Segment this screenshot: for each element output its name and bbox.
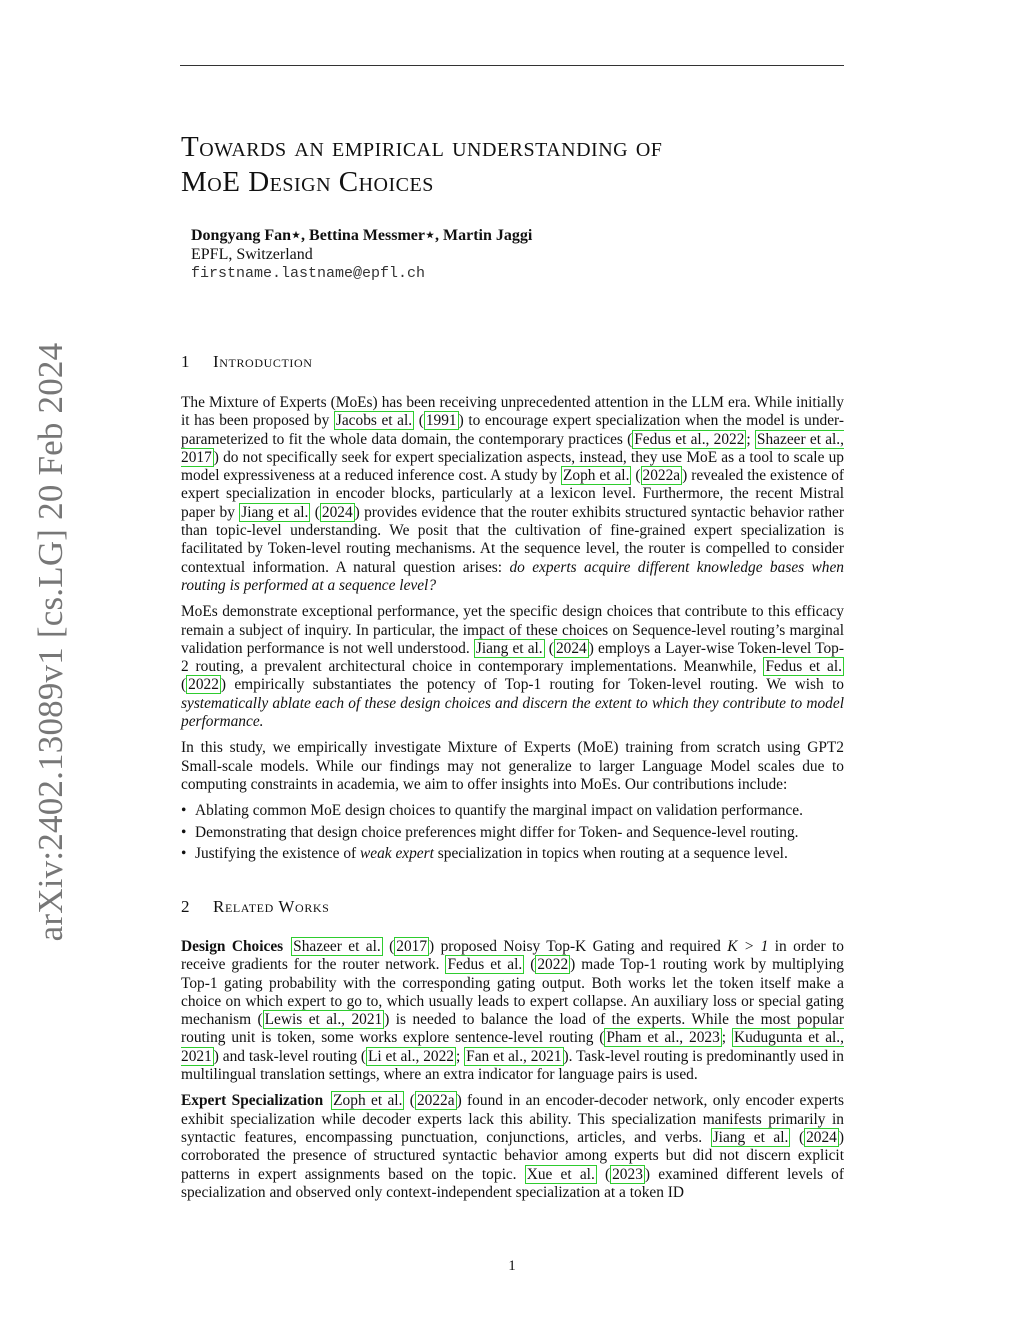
paragraph-heading: Design Choices [181,938,284,955]
citation-link[interactable]: Xue et al. [526,1165,595,1183]
citation-link[interactable]: Jiang et al. [475,639,543,657]
author-email: firstname.lastname@epfl.ch [191,265,426,282]
list-item: • Justifying the existence of weak expert specialization in topics when routing at a sequence level. [181,845,844,863]
page-number: 1 [508,1258,516,1274]
contributions-list [181,802,844,863]
introduction-body [181,394,844,866]
section-title: Related Works [213,897,330,916]
math-expression: K > 1 [727,938,769,955]
emphasis: do experts acquire different knowledge bases when routing is performed at a sequence level? [181,558,844,594]
section-heading-introduction [181,352,313,372]
section-number: 2 [181,897,191,916]
citation-link[interactable]: Kudugunta et al., 2021 [181,1029,845,1065]
author-affiliation: EPFL, Switzerland [191,246,313,263]
citation-link[interactable]: Jacobs et al. [335,412,413,430]
citation-link[interactable]: Zoph et al. [563,467,630,485]
citation-link[interactable]: Fedus et al., 2022 [634,430,745,448]
citation-link[interactable]: Shazeer et al. [293,938,381,955]
citation-link[interactable]: Pham et al., 2023 [606,1029,720,1047]
citation-link[interactable]: Fedus et al. [765,658,842,676]
author-names: Dongyang Fan⋆, Bettina Messmer⋆, Martin Jaggi [191,227,533,244]
related-works-body [181,938,844,1210]
paragraph-expert-specialization: Expert Specialization Zoph et al. ( 2022a ) found in an encoder-decoder network, only encoder experts exhibit specialization while decoder experts lack this ability. This specialization manifests primarily in syntactic features, encompassing punctuation, conjunctions, articles, and verbs. Jiang et al. ( 2024 ) corroborated the presence of structured syntactic behavior among experts but did not discern explicit patterns in expert assignments based on the topic. Xue et al. ( 2023 ) examined different levels of specialization and observed only context-independent specialization at a token ID [181,1092,844,1201]
citation-link[interactable]: Li et al., 2022 [368,1047,454,1065]
list-item: • Demonstrating that design choice preferences might differ for Token- and Sequence-level routing. [181,824,844,842]
citation-link[interactable]: Lewis et al., 2021 [264,1011,383,1029]
citation-link[interactable]: Zoph et al. [333,1092,403,1110]
citation-link[interactable]: 2024 [806,1128,837,1146]
section-heading-related-works [181,897,329,917]
citation-link[interactable]: 2022 [537,956,569,974]
citation-link[interactable]: 2024 [321,503,353,521]
title-line-1: Towards an empirical understanding of [181,131,663,163]
citation-link[interactable]: 2022 [188,676,219,694]
citation-link[interactable]: 2017 [396,938,428,955]
citation-link[interactable]: Fan et al., 2021 [466,1047,562,1065]
paragraph-heading: Expert Specialization [181,1092,324,1110]
paragraph: MoEs demonstrate exceptional performance, yet the specific design choices that contribute to this efficacy remain a subject of inquiry. In particular, the impact of these choices on Sequence-level routing’s marginal validation performance is not well understood. Jiang et al. ( 2024 ) employs a Layer-wise Token-level Top-2 routing, a prevalent architectural choice in contemporary implementations. Meanwhile, Fedus et al. ( 2022 ) empirically substantiates the potency of Top-1 routing for Token-level routing. We wish to systematically ablate each of these design choices and discern the extent to which they contribute to model performance. [181,603,845,731]
citation-link[interactable]: 2022a [416,1092,455,1110]
section-title: Introduction [213,352,313,371]
top-rule [180,65,844,66]
author-block [191,226,532,283]
citation-link[interactable]: Shazeer et al., 2017 [181,430,844,466]
paragraph: In this study, we empirically investigate Mixture of Experts (MoE) training from scratch using GPT2 Small-scale models. While our findings may not generalize to larger Language Model scales due to computing constraints in academia, we aim to offer insights into MoEs. Our contributions include: [181,739,844,793]
citation-link[interactable]: Jiang et al. [241,503,309,521]
emphasis: systematically ablate each of these design choices and discern the extent to which they contribute to model performance. [181,694,844,731]
citation-link[interactable]: 1991 [425,412,457,430]
citation-link[interactable]: 2022a [642,467,681,485]
paragraph: The Mixture of Experts (MoEs) has been receiving unprecedented attention in the LLM era. While initially it has been proposed by Jacobs et al. ( 1991 ) to encourage expert specialization when the model is under-parameterized to fit the whole data domain, the contemporary practices ( Fedus et al., 2022 ; Shazeer et al., 2017 ) do not specifically seek for expert specialization aspects, instead, they use MoE as a tool to scale up model expressiveness at a reduced inference cost. A study by Zoph et al. ( 2022a ) revealed the existence of expert specialization in encoder blocks, particularly at a lexicon level. Furthermore, the recent Mistral paper by Jiang et al. ( 2024 ) provides evidence that the router exhibits structured syntactic behavior rather than topic-level understanding. We posit that the cultivation of fine-grained expert specialization is facilitated by Token-level routing mechanisms. At the sequence level, the router is compelled to consider contextual information. A natural question arises: do experts acquire different knowledge bases when routing is performed at a sequence level? [181,394,845,594]
citation-link[interactable]: Jiang et al. [712,1128,789,1146]
paragraph-design-choices: Design Choices Shazeer et al. ( 2017 ) proposed Noisy Top-K Gating and required K > 1 in order to receive gradients for the router network. Fedus et al. ( 2022 ) made Top-1 routing work by multiplying Top-1 gating probability with the corresponding gating output. Both works let the token itself make a choice on which expert to go to, which usually leads to expert collapse. An auxiliary loss or special gating mechanism ( Lewis et al., 2021 ) is needed to balance the load of the experts. While the most popular routing unit is token, some works explore sentence-level routing ( Pham et al., 2023 ; Kudugunta et al., 2021 ) and task-level routing ( Li et al., 2022 ; Fan et al., 2021 ). Task-level routing is predominantly used in multilingual translation settings, where an extra indicator for language pairs is used. [181,938,845,1084]
list-item: • Ablating common MoE design choices to quantify the marginal impact on validation performance. [181,802,844,820]
citation-link[interactable]: 2023 [612,1165,643,1183]
paper-title [181,130,845,200]
arxiv-stamp: arXiv:2402.13089v1 [cs.LG] 20 Feb 2024 [31,342,70,942]
citation-link[interactable]: Fedus et al. [447,956,523,974]
citation-link[interactable]: 2024 [555,639,587,657]
title-line-2: MoE Design Choices [181,166,434,198]
section-number: 1 [181,352,191,371]
